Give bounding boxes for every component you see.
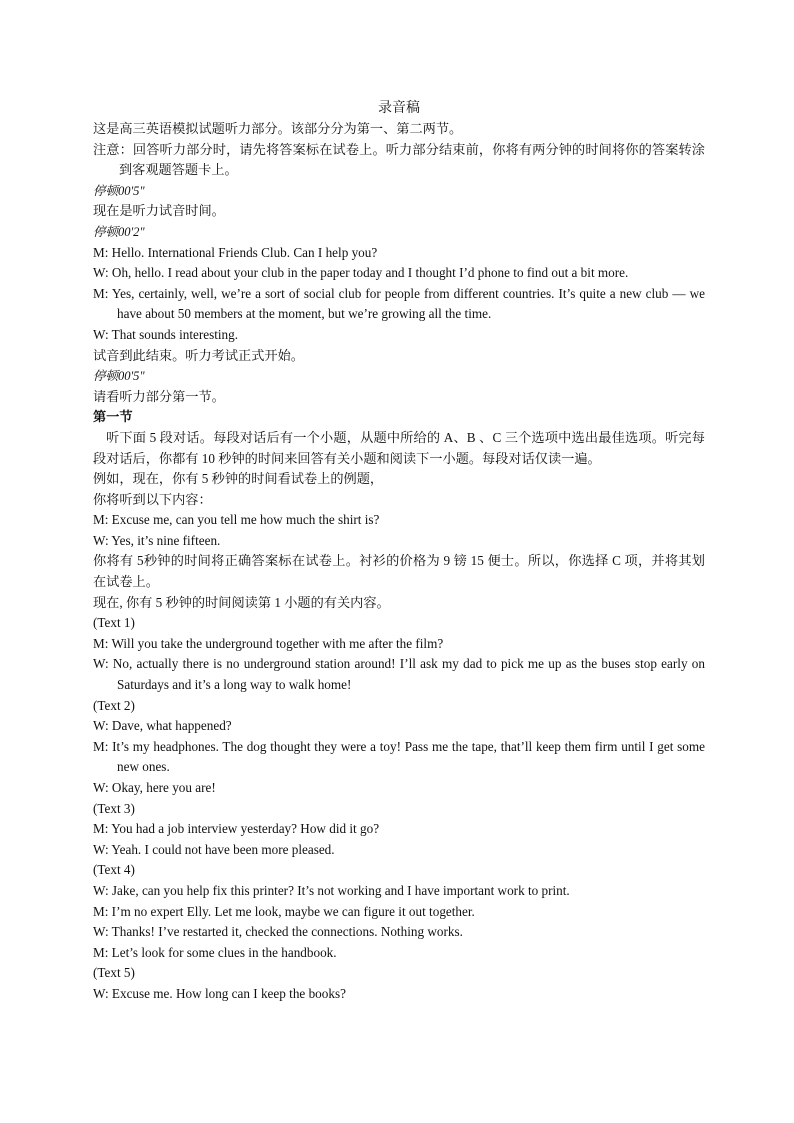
read-question-text: 现在, 你有 5 秒钟的时间阅读第 1 小题的有关内容。 (93, 594, 390, 610)
trial-text: 现在是听力试音时间。 (93, 203, 225, 219)
dialogue-line: W: Jake, can you help fix this printer? It’s not working and I have important work to print. (93, 882, 570, 898)
pause-marker: 停顿00'5" (93, 369, 145, 384)
pause-marker: 停顿00'5" (93, 183, 145, 198)
text-label: (Text 3) (93, 800, 135, 816)
dialogue-line: M: Excuse me, can you tell me how much the shirt is? (93, 512, 380, 528)
section-heading: 第一节 (93, 409, 133, 425)
dialogue-line: W: Excuse me. How long can I keep the books? (93, 985, 346, 1001)
example-answer-text: 你将有 5秒钟的时间将正确答案标在试卷上。衬衫的价格为 9 镑 15 便士。所以，你选择 C 项，并将其划在试卷上。 (93, 553, 705, 590)
text-label: (Text 1) (93, 615, 135, 631)
dialogue-line: M: Let’s look for some clues in the handbook. (93, 944, 337, 960)
dialogue-line: W: Okay, here you are! (93, 780, 216, 795)
text-label: (Text 5) (93, 965, 135, 981)
intro-text: 这是高三英语模拟试题听力部分。该部分分为第一、第二两节。 (93, 121, 463, 136)
section-intro-text: 请看听力部分第一节。 (93, 388, 225, 404)
dialogue-line: M: Yes, certainly, well, we’re a sort of social club for people from different countries. It’s quite a new club — we have about 50 members at the moment, but we’re growing all the time. (93, 285, 705, 322)
document-title: 录音稿 (378, 101, 420, 116)
notice-text: 注意：回答听力部分时，请先将答案标在试卷上。听力部分结束前，你将有两分钟的时间将你的答案转涂到客观题答题卡上。 (93, 141, 705, 178)
trial-end-text: 试音到此结束。听力考试正式开始。 (93, 347, 304, 363)
document-page (93, 99, 705, 1005)
dialogue-line: W: Oh, hello. I read about your club in the paper today and I thought I’d phone to find out a bit more. (93, 265, 629, 281)
text-label: (Text 2) (93, 697, 135, 713)
will-hear-text: 你将听到以下内容： (93, 491, 212, 507)
dialogue-line: W: Dave, what happened? (93, 718, 232, 734)
dialogue-line: M: Hello. International Friends Club. Can I help you? (93, 244, 378, 260)
pause-marker: 停顿00'2" (93, 224, 145, 239)
dialogue-line: W: That sounds interesting. (93, 326, 239, 342)
example-text: 例如，现在，你有 5 秒钟的时间看试卷上的例题， (93, 471, 384, 487)
dialogue-line: W: Yeah. I could not have been more pleased. (93, 841, 335, 857)
dialogue-line: W: Yes, it’s nine fifteen. (93, 532, 221, 548)
section-instructions: 听下面 5 段对话。每段对话后有一个小题，从题中所给的 A、B 、C 三个选项中选出最佳选项。听完每段对话后，你都有 10 秒钟的时间来回答有关小题和阅读下一小题。每段对话仅读一遍。 (93, 429, 705, 466)
dialogue-line: M: I’m no expert Elly. Let me look, maybe we can figure it out together. (93, 903, 475, 919)
dialogue-line: M: Will you take the underground together with me after the film? (93, 635, 444, 651)
dialogue-line: M: You had a job interview yesterday? How did it go? (93, 821, 380, 837)
dialogue-line: W: No, actually there is no underground station around! I’ll ask my dad to pick me up as the buses stop early on Saturdays and it’s a long way to walk home! (93, 656, 705, 693)
text-label: (Text 4) (93, 862, 135, 878)
dialogue-line: W: Thanks! I’ve restarted it, checked the connections. Nothing works. (93, 924, 463, 940)
dialogue-line: M: It’s my headphones. The dog thought they were a toy! Pass me the tape, that’ll keep them firm until I get some new ones. (93, 738, 705, 775)
